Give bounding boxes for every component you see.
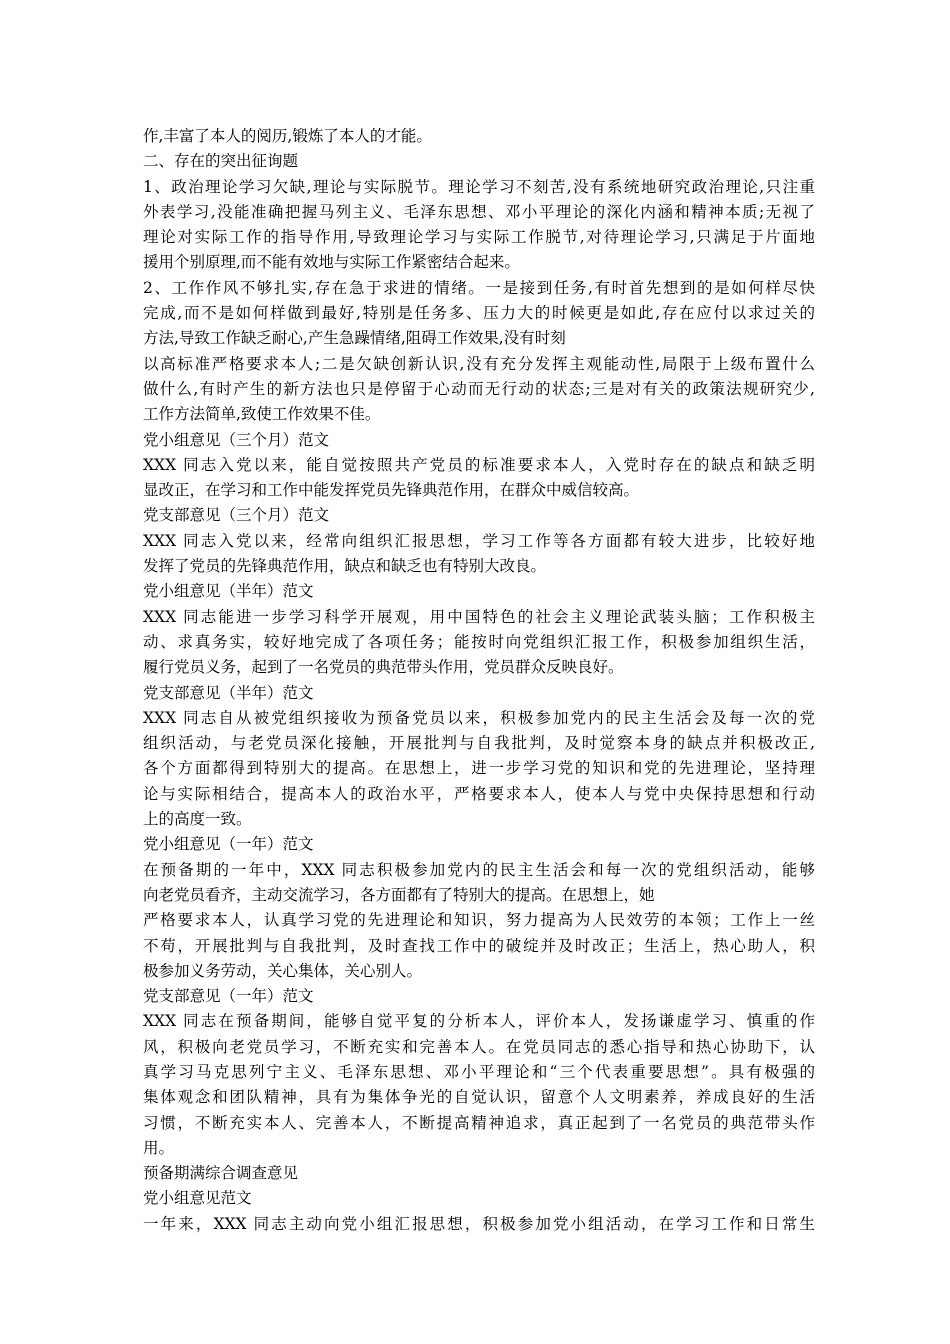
text-line: XXX 同志能进一步学习科学开展观，用中国特色的社会主义理论武装头脑；工作积极主 — [143, 607, 815, 626]
text-line: 动、求真务实，较好地完成了各项任务；能按时向党组织汇报工作，积极参加组织生活， — [143, 632, 815, 651]
text-line: 方法,导致工作缺乏耐心,产生急躁情绪,阻碍工作效果,没有时刻 — [143, 329, 566, 348]
text-line: 工作方法简单,致使工作效果不佳。 — [143, 405, 381, 424]
text-line: 外表学习,没能准确把握马列主义、毛泽东思想、邓小平理论的深化内涵和精神本质;无视了 — [143, 202, 815, 221]
text-line: 真学习马克思列宁主义、毛泽东思想、邓小平理论和“三个代表重要思想”。具有极强的 — [143, 1062, 815, 1081]
text-line: 作,丰富了本人的阅历,锻炼了本人的才能。 — [143, 127, 432, 145]
text-line: 二、存在的突出征询题 — [143, 152, 299, 171]
document-page — [143, 124, 815, 1237]
text-line: 上的高度一致。 — [143, 810, 252, 829]
text-line: 显改正，在学习和工作中能发挥党员先锋典范作用，在群众中威信较高。 — [143, 481, 640, 500]
text-line: 做什么,有时产生的新方法也只是停留于心动而无行动的状态;三是对有关的政策法规研究少, — [143, 379, 815, 398]
text-line: XXX 同志入党以来，能自觉按照共产党员的标准要求本人，入党时存在的缺点和缺乏明 — [143, 455, 815, 474]
text-line: 党小组意见（一年）范文 — [143, 835, 314, 854]
text-line: 完成,而不是如何样做到最好,特别是任务多、压力大的时候更是如此,存在应付以求过关的 — [143, 304, 815, 323]
text-line: 2、工作作风不够扎实,存在急于求进的情绪。一是接到任务,有时首先想到的是如何样尽快 — [143, 278, 815, 297]
text-line: 1、政治理论学习欠缺,理论与实际脱节。理论学习不刻苦,没有系统地研究政治理论,只注重 — [143, 177, 815, 196]
text-line: XXX 同志在预备期间，能够自觉平复的分析本人，评价本人，发扬谦虚学习、慎重的作 — [143, 1012, 815, 1031]
text-line: XXX 同志入党以来，经常向组织汇报思想，学习工作等各方面都有较大进步，比较好地 — [143, 531, 815, 550]
text-line: 集体观念和团队精神，具有为集体争光的自觉认识，留意个人文明素养，养成良好的生活 — [143, 1088, 815, 1107]
text-line: 以高标准严格要求本人;二是欠缺创新认识,没有充分发挥主观能动性,局限于上级布置什么 — [143, 354, 815, 373]
text-line: 理论对实际工作的指导作用,导致理论学习与实际工作脱节,对待理论学习,只满足于片面地 — [143, 228, 815, 247]
text-line: 援用个别原理,而不能有效地与实际工作紧密结合起来。 — [143, 253, 520, 272]
text-line: 在预备期的一年中，XXX 同志积极参加党内的民主生活会和每一次的党组织活动，能够 — [143, 860, 815, 879]
text-line: 各个方面都得到特别大的提高。在思想上，进一步学习党的知识和党的先进理论，坚持理 — [143, 759, 815, 778]
text-line: 履行党员义务，起到了一名党员的典范带头作用，党员群众反映良好。 — [143, 658, 624, 677]
text-line: 组织活动，与老党员深化接触，开展批判与自我批判，及时觉察本身的缺点并积极改正, — [143, 734, 815, 753]
text-line: 不苟，开展批判与自我批判，及时查找工作中的破绽并及时改正；生活上，热心助人，积 — [143, 936, 815, 955]
text-line: 极参加义务劳动，关心集体，关心别人。 — [143, 961, 423, 980]
text-line: 党支部意见（半年）范文 — [143, 683, 314, 702]
text-line: 党小组意见（半年）范文 — [143, 582, 314, 601]
text-line: 向老党员看齐，主动交流学习，各方面都有了特别大的提高。在思想上，她 — [143, 885, 655, 904]
text-line: 严格要求本人，认真学习党的先进理论和知识，努力提高为人民效劳的本领；工作上一丝 — [143, 911, 815, 930]
text-line: 发挥了党员的先锋典范作用，缺点和缺乏也有特别大改良。 — [143, 557, 547, 576]
text-line: 一年来，XXX 同志主动向党小组汇报思想，积极参加党小组活动，在学习工作和日常生 — [143, 1214, 815, 1233]
text-line: 习惯，不断充实本人、完善本人，不断提高精神追求，真正起到了一名党员的典范带头作 — [143, 1113, 815, 1132]
text-line: 党小组意见范文 — [143, 1189, 252, 1208]
text-line: 论与实际相结合，提高本人的政治水平，严格要求本人，使本人与党中央保持思想和行动 — [143, 784, 815, 803]
text-line: 党支部意见（三个月）范文 — [143, 506, 330, 525]
text-line: 风，积极向老党员学习，不断充实和完善本人。在党员同志的悉心指导和热心协助下，认 — [143, 1037, 815, 1056]
text-line: 预备期满综合调查意见 — [143, 1164, 299, 1183]
text-line: 党小组意见（三个月）范文 — [143, 430, 330, 449]
text-line: 用。 — [143, 1138, 175, 1157]
text-line: 党支部意见（一年）范文 — [143, 987, 314, 1006]
text-line: XXX 同志自从被党组织接收为预备党员以来，积极参加党内的民主生活会及每一次的党 — [143, 708, 815, 727]
